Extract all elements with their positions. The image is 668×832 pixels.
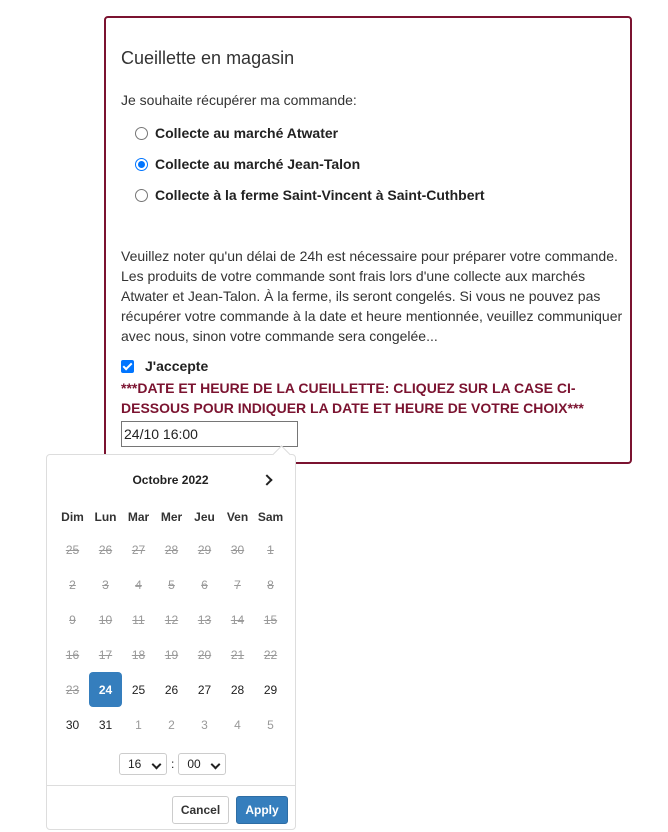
accept-label[interactable]: J'accepte xyxy=(145,358,209,374)
calendar-day: 28 xyxy=(164,542,179,557)
calendar-day: 3 xyxy=(102,577,109,592)
calendar-day[interactable]: 28 xyxy=(230,682,245,697)
pickup-prompt: Je souhaite récupérer ma commande: xyxy=(121,92,357,108)
calendar-grid xyxy=(56,501,287,742)
weekday-header: Mer xyxy=(160,509,183,524)
calendar-day: 27 xyxy=(131,542,146,557)
weekday-header: Dim xyxy=(61,509,84,524)
calendar-day: 20 xyxy=(197,647,212,662)
radio-option-atwater[interactable] xyxy=(135,125,338,141)
calendar-day: 1 xyxy=(267,542,274,557)
calendar-day: 4 xyxy=(135,577,142,592)
calendar-day[interactable]: 26 xyxy=(164,682,179,697)
calendar-day: 26 xyxy=(98,542,113,557)
weekday-header: Mar xyxy=(127,509,150,524)
minute-value: 00 xyxy=(187,757,201,771)
accept-checkbox-row[interactable] xyxy=(121,358,208,374)
pickup-panel xyxy=(104,16,632,464)
calendar-day: 13 xyxy=(197,612,212,627)
panel-title: Cueillette en magasin xyxy=(121,48,295,68)
calendar-day: 23 xyxy=(65,682,80,697)
time-separator: : xyxy=(171,757,175,771)
calendar-day: 11 xyxy=(132,612,145,627)
calendar-day[interactable]: 29 xyxy=(263,682,278,697)
next-month-chevron-right-icon[interactable] xyxy=(263,471,271,489)
calendar-day[interactable]: 5 xyxy=(267,717,274,732)
calendar-day: 5 xyxy=(168,577,175,592)
pickup-instruction xyxy=(121,378,601,418)
radio-button[interactable] xyxy=(135,158,148,171)
calendar-week-row xyxy=(56,672,287,707)
weekday-header: Jeu xyxy=(194,509,215,524)
calendar-week-row xyxy=(56,567,287,602)
radio-option-jean-talon[interactable] xyxy=(135,156,360,172)
calendar-day-selected[interactable]: 24 xyxy=(89,672,122,707)
datetime-picker xyxy=(46,454,296,830)
weekday-header: Lun xyxy=(94,509,117,524)
weekday-header-row xyxy=(56,501,287,532)
radio-label[interactable]: Collecte à la ferme Saint-Vincent à Saint-Cuthbert xyxy=(155,187,485,203)
calendar-week-row xyxy=(56,637,287,672)
radio-label[interactable]: Collecte au marché Atwater xyxy=(155,125,339,141)
calendar-day[interactable]: 3 xyxy=(201,717,208,732)
calendar-day: 22 xyxy=(263,647,278,662)
calendar-day: 8 xyxy=(267,577,274,592)
chevron-down-icon xyxy=(152,760,162,770)
pickup-datetime-input[interactable]: 24/10 16:00 xyxy=(121,421,298,447)
instruction-suffix: *** xyxy=(567,400,584,416)
month-label: Octobre 2022 xyxy=(132,473,209,487)
weekday-header: Sam xyxy=(257,509,284,524)
calendar-week-row xyxy=(56,532,287,567)
calendar-day[interactable]: 2 xyxy=(168,717,175,732)
calendar-day: 30 xyxy=(230,542,245,557)
calendar-day[interactable]: 27 xyxy=(197,682,212,697)
minute-select[interactable] xyxy=(178,753,226,775)
calendar-day[interactable]: 25 xyxy=(131,682,146,697)
radio-button[interactable] xyxy=(135,127,148,140)
calendar-day: 2 xyxy=(69,577,76,592)
hour-value: 16 xyxy=(128,757,142,771)
accept-checkbox[interactable] xyxy=(121,360,134,373)
calendar-day[interactable]: 4 xyxy=(234,717,241,732)
chevron-down-icon xyxy=(211,760,221,770)
instruction-text: DATE ET HEURE DE LA CUEILLETTE: CLIQUEZ SUR LA CASE CI-DESSOUS POUR INDIQUER LA DATE ET HEURE DE VOTRE CHOIX xyxy=(121,380,576,416)
calendar-day: 7 xyxy=(234,577,241,592)
hour-select[interactable] xyxy=(119,753,167,775)
time-selector xyxy=(119,753,226,775)
calendar-day[interactable]: 31 xyxy=(98,717,113,732)
calendar-day: 18 xyxy=(131,647,146,662)
calendar-day: 21 xyxy=(230,647,245,662)
calendar-day: 15 xyxy=(263,612,278,627)
calendar-day: 16 xyxy=(65,647,80,662)
picker-footer xyxy=(47,785,295,830)
weekday-header: Ven xyxy=(226,509,249,524)
calendar-day: 17 xyxy=(98,647,113,662)
calendar-day: 25 xyxy=(65,542,80,557)
cancel-button[interactable]: Cancel xyxy=(172,796,229,824)
calendar-day: 9 xyxy=(69,612,76,627)
radio-button[interactable] xyxy=(135,189,148,202)
calendar-day: 19 xyxy=(164,647,179,662)
calendar-day: 14 xyxy=(230,612,245,627)
calendar-day: 12 xyxy=(164,612,179,627)
calendar-day: 29 xyxy=(197,542,212,557)
calendar-day: 10 xyxy=(98,612,113,627)
pickup-notice: Veuillez noter qu'un délai de 24h est nécessaire pour préparer votre commande. Les produits de votre commande sont frais lors d'une collecte aux marchés Atwater et Jean-Talon. À la ferme, ils seront congelés. Si vous ne pouvez pas récupérer votre commande à la date et heure mentionnée, veuillez communiquer avec nous, sinon votre commande sera congelée... xyxy=(121,248,623,344)
calendar-day[interactable]: 30 xyxy=(65,717,80,732)
calendar-weeks xyxy=(56,532,287,742)
calendar-day[interactable]: 1 xyxy=(135,717,142,732)
calendar-week-row xyxy=(56,707,287,742)
radio-option-ferme[interactable] xyxy=(135,187,485,203)
calendar-week-row xyxy=(56,602,287,637)
calendar-day: 6 xyxy=(201,577,208,592)
radio-label[interactable]: Collecte au marché Jean-Talon xyxy=(155,156,361,172)
instruction-prefix: *** xyxy=(121,380,138,396)
apply-button[interactable]: Apply xyxy=(236,796,288,824)
